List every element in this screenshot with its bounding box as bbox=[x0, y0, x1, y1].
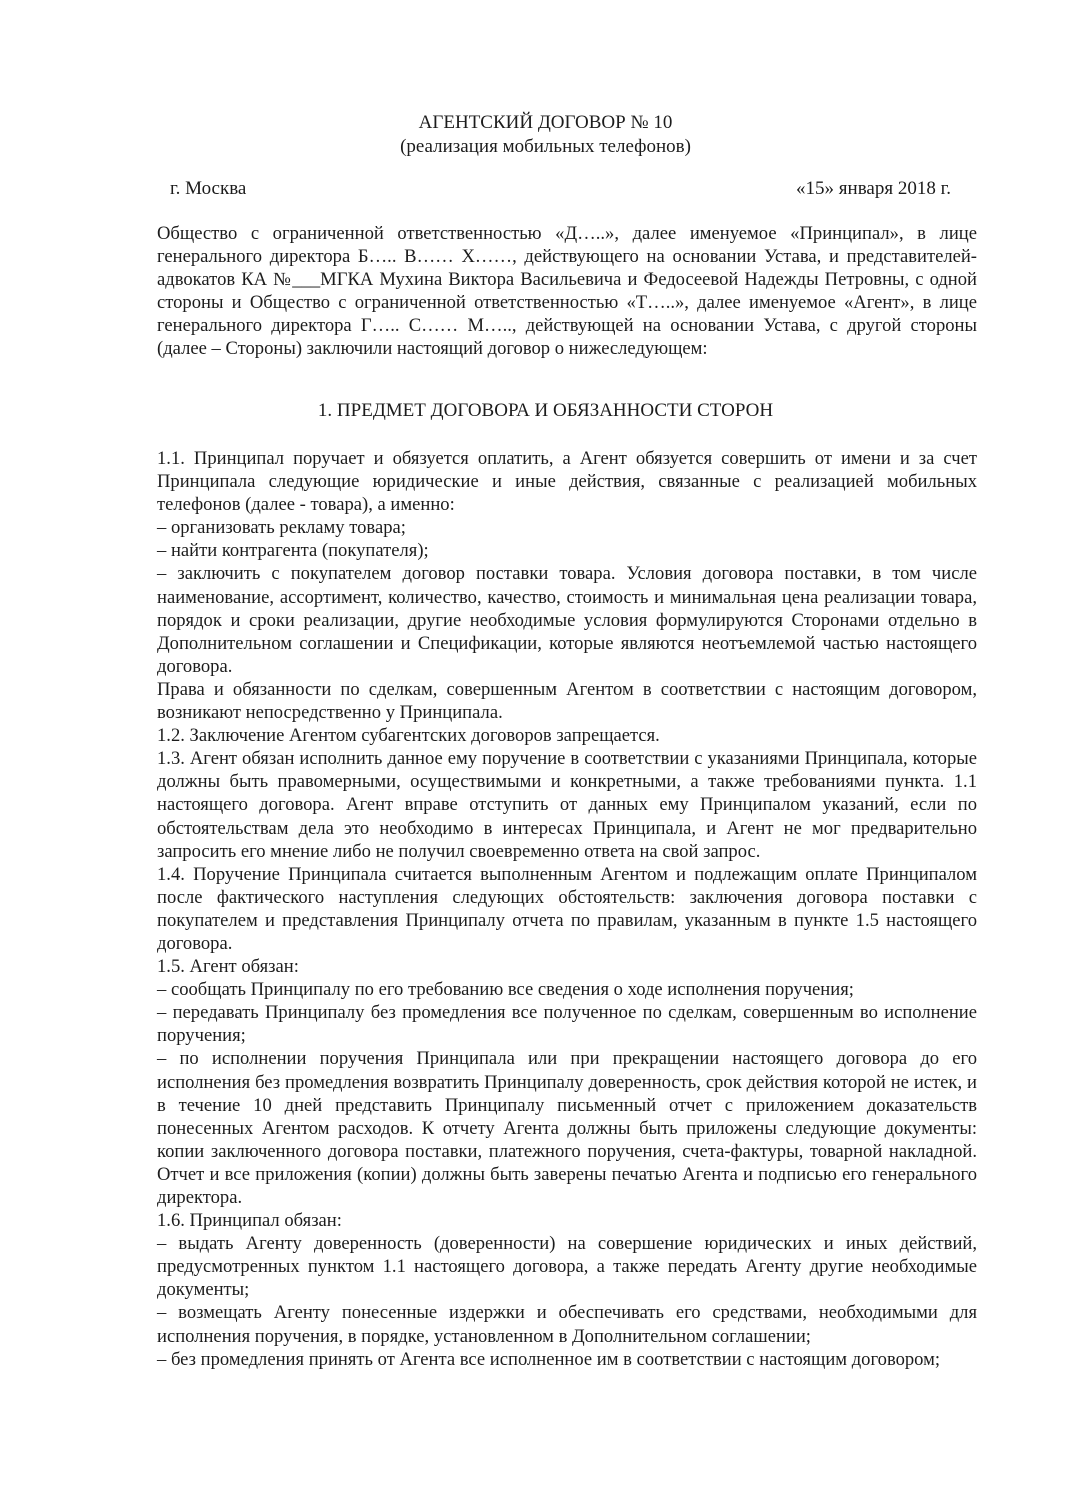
paragraph: – организовать рекламу товара; bbox=[157, 517, 406, 539]
paragraph: 1.3. Агент обязан исполнить данное ему поручение в соответствии с указаниями Принципала, которые должны быть правомерными, осуществимыми и конкретными, а также требованиями пункта. 1.1 настоящего договора. Агент вправе отступить от данных ему Принципалом указаний, если по обстоятельствам дела это необходимо в интересах Принципала, и Агент не мог предварительно запросить его мнение либо не получил своевременно ответа на свой запрос. bbox=[157, 748, 977, 862]
paragraph: – выдать Агенту доверенность (доверенности) на совершение юридических и иных действий, предусмотренных пунктом 1.1 настоящего договора, а также передать Агенту другие необходимые документы; bbox=[157, 1233, 977, 1301]
paragraph: 1.5. Агент обязан: bbox=[157, 956, 299, 978]
paragraph: 1.2. Заключение Агентом субагентских договоров запрещается. bbox=[157, 725, 660, 747]
paragraph: 1.6. Принципал обязан: bbox=[157, 1210, 342, 1232]
paragraph: 1.4. Поручение Принципала считается выполненным Агентом и подлежащим оплате Принципалом после фактического наступления следующих обстоятельств: заключения договора поставки с покупателем и представления Принципалу отчета по правилам, указанным в пункте 1.5 настоящего договора. bbox=[157, 863, 977, 954]
section-1-heading: 1. ПРЕДМЕТ ДОГОВОРА И ОБЯЗАННОСТИ СТОРОН bbox=[317, 400, 774, 421]
intro-paragraph bbox=[157, 222, 977, 361]
paragraph: – заключить с покупателем договор поставки товара. Условия договора поставки, в том числе наименование, ассортимент, количество, качество, стоимость и минимальная цена реализации товара, порядок и сроки реализации, другие необходимые условия формулируются Сторонами отдельно в Дополнительном соглашении и Спецификации, которые являются неотъемлемой частью настоящего договора. bbox=[157, 563, 977, 677]
intro-text: Общество с ограниченной ответственностью «Д…..», далее именуемое «Принципал», в лице генерального директора Б….. В…… Х……, действующего на основании Устава, и представителей- адвокатов КА №___МГКА Мухина Виктора Васильевича и Федосеевой Надежды Петровны, с одной стороны и Общество с ограниченной ответственностью «Т…..», далее именуемое «Агент», в лице генерального директора Г….. С…… М….., действующей на основании Устава, с другой стороны (далее – Стороны) заключили настоящий договор о нижеследующем: bbox=[157, 223, 977, 360]
document-city: г. Москва bbox=[170, 178, 247, 199]
document-title: АГЕНТСКИЙ ДОГОВОР № 10 bbox=[418, 112, 673, 133]
document-date: «15» января 2018 г. bbox=[796, 178, 951, 199]
paragraph: – без промедления принять от Агента все исполненное им в соответствии с настоящим договором; bbox=[157, 1348, 941, 1370]
paragraph: 1.1. Принципал поручает и обязуется оплатить, а Агент обязуется совершить от имени и за счет Принципала следующие юридические и иные действия, связанные с реализацией мобильных телефонов (далее - товара), а именно: bbox=[157, 448, 977, 516]
paragraph: Права и обязанности по сделкам, совершенным Агентом в соответствии с настоящим договором, возникают непосредственно у Принципала. bbox=[157, 678, 977, 724]
section-1-content bbox=[157, 447, 977, 1371]
document-subtitle: (реализация мобильных телефонов) bbox=[400, 136, 691, 157]
paragraph: – возмещать Агенту понесенные издержки и обеспечивать его средствами, необходимыми для исполнения поручения, в порядке, установленном в Дополнительном соглашении; bbox=[157, 1302, 977, 1347]
paragraph: – по исполнении поручения Принципала или при прекращении настоящего договора до его исполнения без промедления возвратить Принципалу доверенность, срок действия которой не истек, и в течение 10 дней представить Принципалу письменный отчет с приложением доказательств понесенных Агентом расходов. К отчету Агента должны быть приложены следующие документы: копии заключенного договора поставки, платежного поручения, счета-фактуры, товарной накладной. Отчет и все приложения (копии) должны быть заверены печатью Агента и подписью его генерального директора. bbox=[157, 1048, 977, 1208]
paragraph: – сообщать Принципалу по его требованию все сведения о ходе исполнения поручения; bbox=[157, 979, 854, 1001]
paragraph: – передавать Принципалу без промедления все полученное по сделкам, совершенным во исполнение поручения; bbox=[157, 1002, 977, 1047]
paragraph: – найти контрагента (покупателя); bbox=[157, 540, 429, 562]
